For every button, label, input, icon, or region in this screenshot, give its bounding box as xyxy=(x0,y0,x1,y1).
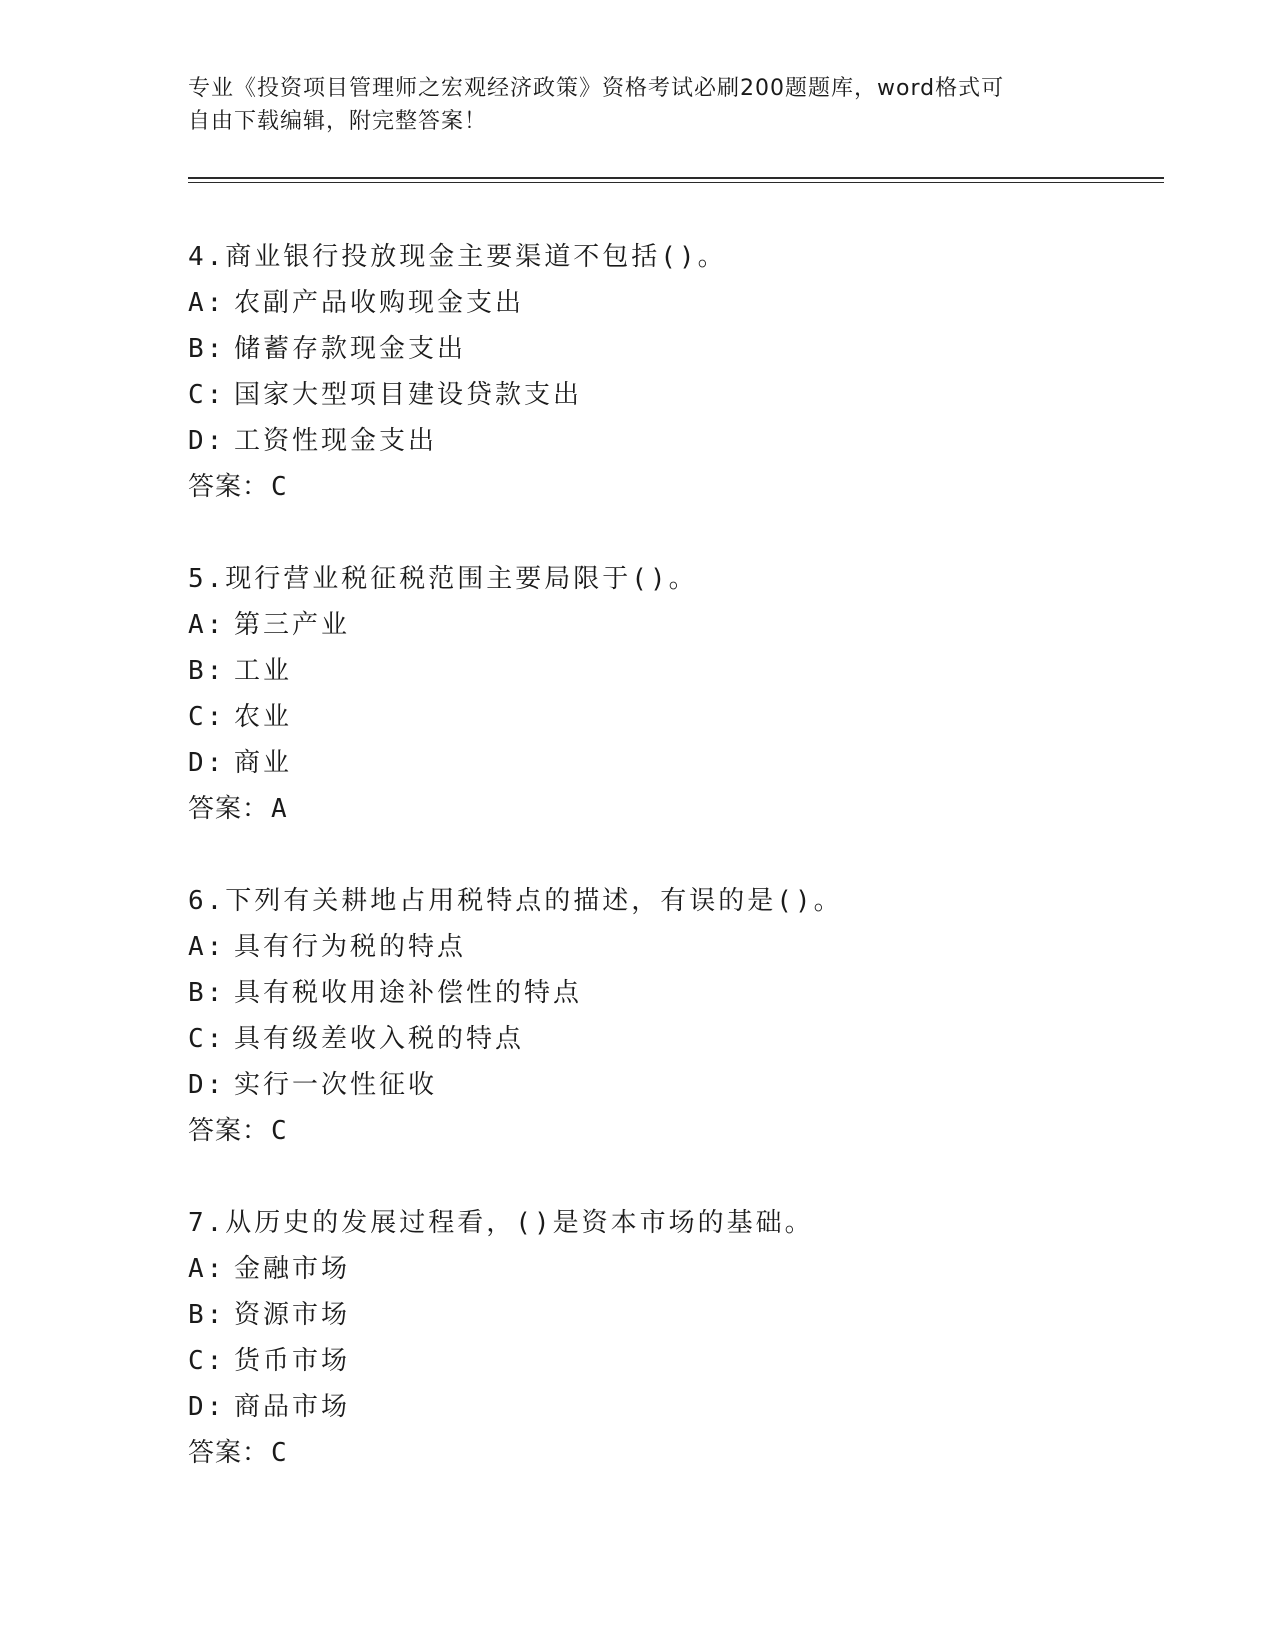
option-text: 商业 xyxy=(234,748,293,778)
option-text: 金融市场 xyxy=(234,1254,351,1284)
question-item xyxy=(188,556,1164,878)
option-letter: A: xyxy=(188,288,226,318)
answer-line xyxy=(188,1430,1164,1476)
header-divider-thin xyxy=(188,182,1164,183)
option-text: 工业 xyxy=(234,656,293,686)
option-text: 实行一次性征收 xyxy=(234,1070,438,1100)
answer-value: C xyxy=(271,1438,288,1468)
option-b xyxy=(188,326,1164,372)
option-a xyxy=(188,602,1164,648)
option-d xyxy=(188,418,1164,464)
option-text: 具有级差收入税的特点 xyxy=(234,1024,525,1054)
option-letter: A: xyxy=(188,932,226,962)
header-line-1: 专业《投资项目管理师之宏观经济政策》资格考试必刷200题题库，word格式可 xyxy=(188,76,1005,101)
option-text: 资源市场 xyxy=(234,1300,351,1330)
question-stem: 7.从历史的发展过程看，()是资本市场的基础。 xyxy=(188,1208,814,1238)
answer-value: A xyxy=(271,794,288,824)
option-b xyxy=(188,970,1164,1016)
option-letter: D: xyxy=(188,748,226,778)
question-stem: 4.商业银行投放现金主要渠道不包括()。 xyxy=(188,242,727,272)
option-text: 商品市场 xyxy=(234,1392,351,1422)
option-letter: D: xyxy=(188,1070,226,1100)
option-d xyxy=(188,1062,1164,1108)
option-letter: A: xyxy=(188,1254,226,1284)
option-b xyxy=(188,648,1164,694)
answer-line xyxy=(188,1108,1164,1154)
option-text: 储蓄存款现金支出 xyxy=(234,334,467,364)
option-b xyxy=(188,1292,1164,1338)
option-letter: D: xyxy=(188,1392,226,1422)
answer-label: 答案： xyxy=(188,472,270,502)
option-text: 货币市场 xyxy=(234,1346,351,1376)
answer-line xyxy=(188,464,1164,510)
question-stem: 5.现行营业税征税范围主要局限于()。 xyxy=(188,564,698,594)
option-text: 具有行为税的特点 xyxy=(234,932,467,962)
option-a xyxy=(188,280,1164,326)
answer-line xyxy=(188,786,1164,832)
document-header xyxy=(188,72,1088,138)
option-text: 具有税收用途补偿性的特点 xyxy=(234,978,583,1008)
header-line-2: 自由下载编辑，附完整答案！ xyxy=(188,109,488,134)
header-divider-thick xyxy=(188,177,1164,179)
option-a xyxy=(188,1246,1164,1292)
option-letter: B: xyxy=(188,334,226,364)
option-c xyxy=(188,372,1164,418)
option-text: 农副产品收购现金支出 xyxy=(234,288,525,318)
option-letter: D: xyxy=(188,426,226,456)
option-d xyxy=(188,740,1164,786)
option-text: 农业 xyxy=(234,702,293,732)
answer-label: 答案： xyxy=(188,1438,270,1468)
option-a xyxy=(188,924,1164,970)
option-d xyxy=(188,1384,1164,1430)
option-c xyxy=(188,1016,1164,1062)
question-stem: 6.下列有关耕地占用税特点的描述，有误的是()。 xyxy=(188,886,843,916)
question-item xyxy=(188,878,1164,1200)
question-item xyxy=(188,1200,1164,1522)
option-letter: B: xyxy=(188,978,226,1008)
option-letter: A: xyxy=(188,610,226,640)
option-c xyxy=(188,694,1164,740)
option-letter: B: xyxy=(188,656,226,686)
option-text: 工资性现金支出 xyxy=(234,426,438,456)
option-text: 第三产业 xyxy=(234,610,351,640)
answer-label: 答案： xyxy=(188,794,270,824)
option-letter: C: xyxy=(188,702,226,732)
option-c xyxy=(188,1338,1164,1384)
option-letter: C: xyxy=(188,1024,226,1054)
answer-value: C xyxy=(271,472,288,502)
question-list xyxy=(188,234,1164,1522)
answer-label: 答案： xyxy=(188,1116,270,1146)
option-text: 国家大型项目建设贷款支出 xyxy=(234,380,583,410)
answer-value: C xyxy=(271,1116,288,1146)
option-letter: C: xyxy=(188,380,226,410)
question-item xyxy=(188,234,1164,556)
option-letter: B: xyxy=(188,1300,226,1330)
option-letter: C: xyxy=(188,1346,226,1376)
